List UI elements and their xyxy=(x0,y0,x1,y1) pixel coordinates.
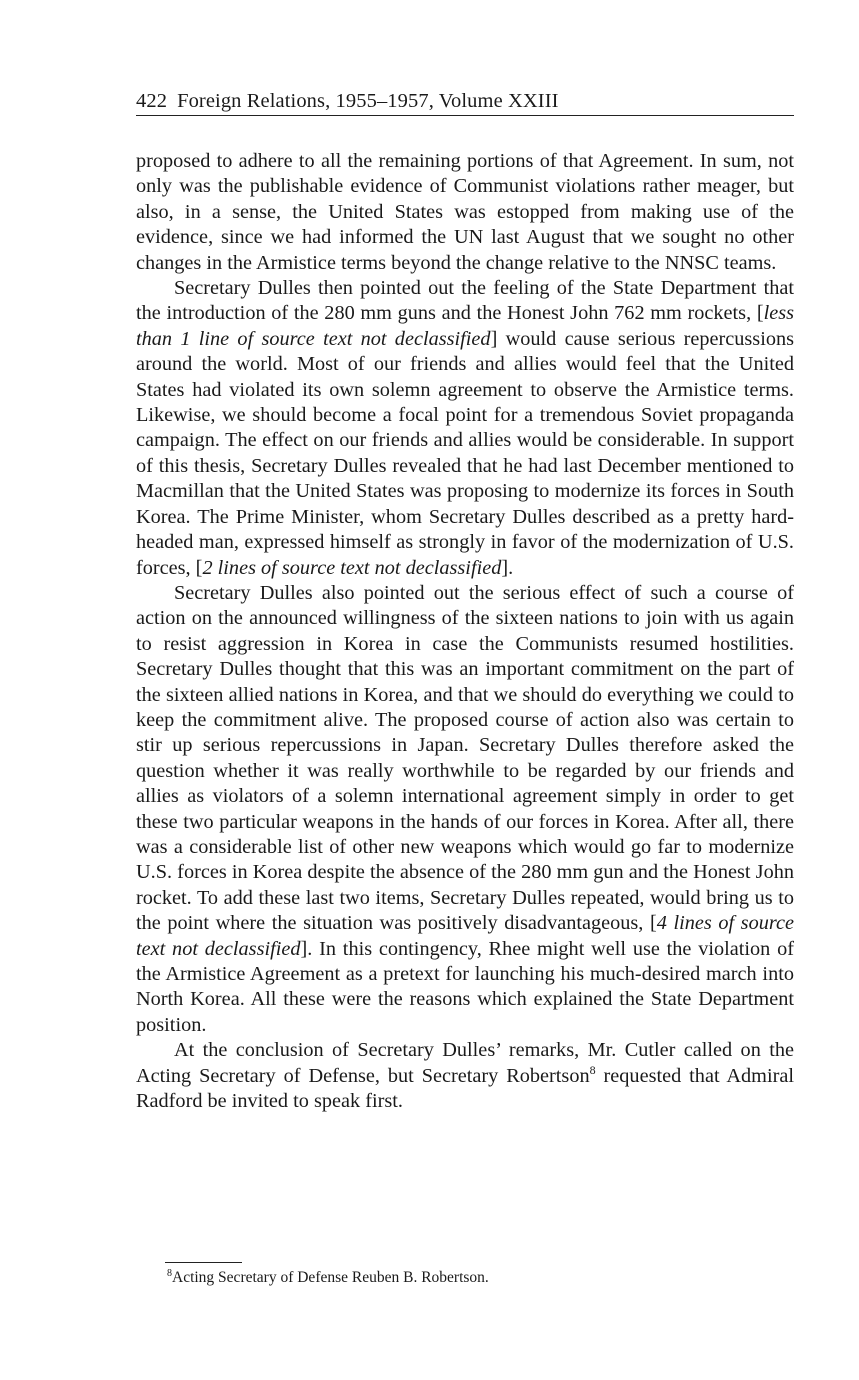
paragraph-2-text-a: Secretary Dulles then pointed out the feeling of the State Department that the introduction of the 280 mm guns and the Honest John 762 mm rockets, [ xyxy=(136,277,794,325)
footnote-marker: 8 xyxy=(167,1267,172,1279)
volume-title: Foreign Relations, 1955–1957, Volume XXIII xyxy=(177,90,559,112)
body-text xyxy=(136,149,794,1114)
editorial-note-not-declassified: 4 lines of source text not declassified xyxy=(136,912,795,960)
paragraph-3-text-a: Secretary Dulles also pointed out the serious effect of such a course of action on the announced willingness of the sixteen nations to join with us again to resist aggression in Korea in case the Communists resumed hostilities. Secretary Dulles thought that this was an important commitment on the part of the sixteen allied nations in Korea, and that we should do everything we could to keep the commitment alive. The proposed course of action also was certain to stir up serious repercussions in Japan. Secretary Dulles therefore asked the question whether it was really worthwhile to be regarded by our friends and allies as violators of a solemn international agreement simply in order to get these two particular weapons in the hands of our forces in Korea. After all, there was a considerable list of other new weapons which would go far to modernize U.S. forces in Korea despite the absence of the 280 mm gun and the Honest John rocket. To add these last two items, Secretary Dulles repeated, would bring us to the point where the situation was positively disadvantageous, [ xyxy=(136,581,794,935)
paragraph-4-text-b: requested that Admiral Radford be invited to speak first. xyxy=(136,1064,794,1113)
running-head xyxy=(136,88,794,116)
paragraph-2-text-b: ] would cause serious repercussions around the world. Most of our friends and allies would feel that the United States had violated its own solemn agreement to observe the Armistice terms. Likewise, we should become a focal point for a tremendous Soviet propaganda campaign. The effect on our friends and allies would be considerable. In support of this thesis, Secretary Dulles revealed that he had last December mentioned to Macmillan that the United States was proposing to modernize its forces in South Korea. The Prime Minister, whom Secretary Dulles described as a pretty hard-headed man, expressed himself as strongly in favor of the modernization of U.S. forces, [ xyxy=(136,327,794,579)
footnote-divider xyxy=(165,1262,242,1263)
page xyxy=(136,88,794,1114)
footnote-reference[interactable]: 8 xyxy=(589,1062,596,1077)
footnote xyxy=(167,1268,489,1288)
footnote-text: Acting Secretary of Defense Reuben B. Robertson. xyxy=(172,1269,489,1286)
paragraph-4-text-a: At the conclusion of Secretary Dulles’ remarks, Mr. Cutler called on the Acting Secretary of Defense, but Secretary Robertson xyxy=(136,1039,794,1087)
paragraph-1: proposed to adhere to all the remaining portions of that Agreement. In sum, not only was the publishable evidence of Communist violations rather meager, but also, in a sense, the United States was estopped from making use of the evidence, since we had informed the UN last August that we sought no other changes in the Armistice terms beyond the change relative to the NNSC teams. xyxy=(136,150,794,274)
paragraph-2 xyxy=(136,276,794,581)
paragraph-3-text-b: ]. In this contingency, Rhee might well use the violation of the Armistice Agreement as a pretext for launching his much-desired march into North Korea. All these were the reasons which explained the State Department position. xyxy=(136,937,794,1036)
paragraph-4 xyxy=(136,1038,794,1114)
paragraph-3 xyxy=(136,581,794,1038)
page-number: 422 xyxy=(136,90,168,112)
editorial-note-not-declassified: less than 1 line of source text not declassified xyxy=(136,302,794,350)
paragraph-2-text-c: ]. xyxy=(501,556,514,579)
editorial-note-not-declassified: 2 lines of source text not declassified xyxy=(202,556,502,579)
